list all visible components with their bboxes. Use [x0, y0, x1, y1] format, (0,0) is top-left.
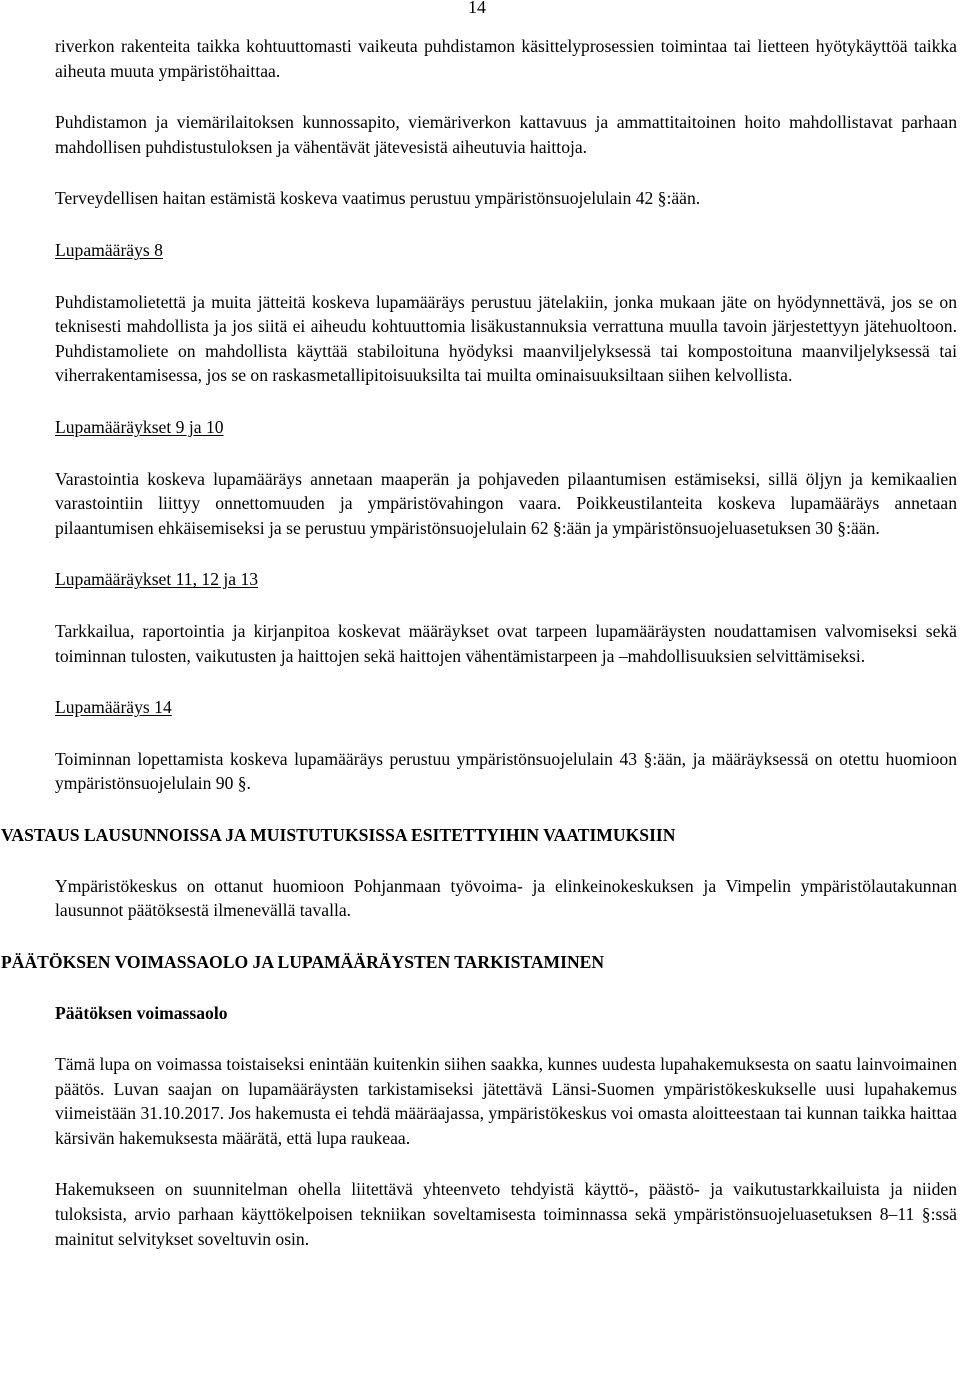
paragraph-maintenance: Puhdistamon ja viemärilaitoksen kunnossapito, viemäriverkon kattavuus ja ammattitaitoinen hoito mahdollistavat parhaan mahdollisen puhdistustuloksen ja vähentävät jätevesistä aiheutuvia haittoja. — [55, 112, 957, 157]
section-heading-regulation-14: Lupamääräys 14 — [55, 697, 172, 718]
paragraph-continuation: riverkon rakenteita taikka kohtuuttomasti vaikeuta puhdistamon käsittelyprosessien toimintaa tai lietteen hyötykäyttöä taikka aiheuta muuta ympäristöhaittaa. — [55, 36, 957, 81]
subheading-decision-validity: Päätöksen voimassaolo — [55, 1003, 228, 1024]
paragraph-response-to-statements: Ympäristökeskus on ottanut huomioon Pohjanmaan työvoima- ja elinkeinokeskuksen ja Vimpelin ympäristölautakunnan lausunnot päätöksestä ilmenevällä tavalla. — [55, 875, 957, 921]
section-heading-regulation-8: Lupamääräys 8 — [55, 239, 163, 260]
document-body — [1, 34, 957, 1251]
paragraph-regulations-11-13: Tarkkailua, raportointia ja kirjanpitoa koskevat määräykset ovat tarpeen lupamääräysten noudattamisen valvomiseksi sekä toiminnan tulosten, vaikutusten ja haittojen sekä haittojen vähentämistarpeen ja –mahdollisuuksien selvittämiseksi. — [55, 620, 957, 666]
section-heading-regulations-9-10: Lupamääräykset 9 ja 10 — [55, 416, 224, 437]
paragraph-health-requirement: Terveydellisen haitan estämistä koskeva vaatimus perustuu ympäristönsuojelulain 42 §:ään. — [55, 188, 701, 209]
paragraph-regulation-14: Toiminnan lopettamista koskeva lupamääräys perustuu ympäristönsuojelulain 43 §:ään, ja määräyksessä on otettu huomioon ympäristönsuojelulain 90 §. — [55, 748, 957, 794]
heading-validity-and-review: PÄÄTÖKSEN VOIMASSAOLO JA LUPAMÄÄRÄYSTEN TARKISTAMINEN — [1, 952, 605, 973]
section-heading-regulations-11-13: Lupamääräykset 11, 12 ja 13 — [55, 569, 259, 590]
paragraph-regulation-8: Puhdistamolietettä ja muita jätteitä koskeva lupamääräys perustuu jätelakiin, jonka mukaan jäte on hyödynnettävä, jos se on teknisesti mahdollista ja jos siitä ei aiheudu kohtuuttomia lisäkustannuksia verrattuna muulla tavoin järjestettyyn jätehuoltoon. Puhdistamoliete on mahdollista käyttää stabiloituna hyödyksi maanviljelyksessä tai kompostoituna maanviljelyksessä tai viherrakentamisessa, jos se on raskasmetallipitoisuuksilta tai muilta ominaisuuksiltaan siihen kelvollista. — [55, 291, 957, 386]
page-number: 14 — [468, 0, 486, 17]
paragraph-application-attachments: Hakemukseen on suunnitelman ohella liitettävä yhteenveto tehdyistä käyttö-, päästö- ja vaikutustarkkailuista ja niiden tuloksista, arvio parhaan käyttökelpoisen tekniikan soveltamisesta toiminnassa sekä ympäristönsuojeluasetuksen 8–11 §:ssä mainitut selvitykset soveltuvin osin. — [55, 1179, 957, 1249]
heading-response-to-statements: VASTAUS LAUSUNNOISSA JA MUISTUTUKSISSA ESITETTYIHIN VAATIMUKSIIN — [1, 824, 676, 845]
paragraph-regulations-9-10: Varastointia koskeva lupamääräys annetaan maaperän ja pohjaveden pilaantumisen estämiseksi, sillä öljyn ja kemikaalien varastointiin liittyy onnettomuuden ja ympäristövahingon vaara. Poikkeustilanteita koskeva lupamääräys annetaan pilaantumisen ehkäisemiseksi ja se perustuu ympäristönsuojelulain 62 §:ään ja ympäristönsuojeluasetuksen 30 §:ään. — [55, 468, 957, 538]
paragraph-validity-terms: Tämä lupa on voimassa toistaiseksi enintään kuitenkin siihen saakka, kunnes uudesta lupahakemuksesta on saatu lainvoimainen päätös. Luvan saajan on lupamääräysten tarkistamiseksi jätettävä Länsi-Suomen ympäristökeskukselle uusi lupahakemus viimeistään 31.10.2017. Jos hakemusta ei tehdä määräajassa, ympäristökeskus voi omasta aloitteestaan tai kunnan taikka haittaa kärsivän hakemuksesta määrätä, että lupa raukeaa. — [55, 1054, 957, 1148]
